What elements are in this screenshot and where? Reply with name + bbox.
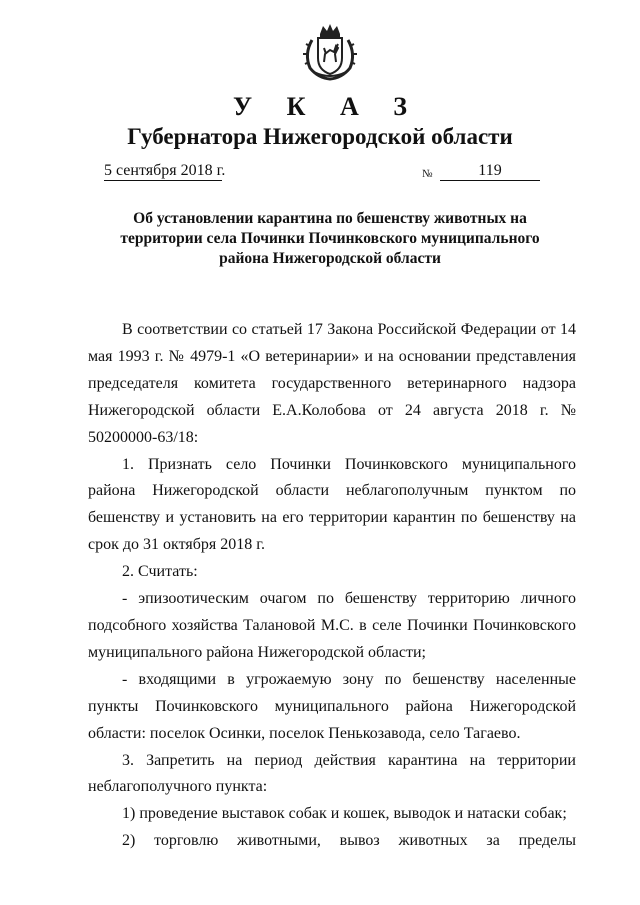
paragraph-preamble: В соответствии со статьей 17 Закона Российской Федерации от 14 мая 1993 г. № 4979-1 «О ветеринарии» и на основании представления председателя комитета государственного ветеринарного надзора Нижегородской области Е.А.Колобова от 24 августа 2018 г. № 50200000-63/18: [88, 321, 576, 446]
decree-date: 5 сентября 2018 г. [104, 162, 226, 179]
paragraph-item-3: 3. Запретить на период действия карантина на территории неблагополучного пункта: [88, 751, 576, 796]
decree-number: 119 [478, 162, 502, 179]
decree-body [88, 317, 576, 855]
decree-subject [100, 209, 560, 269]
paragraph-threat-zone: - входящими в угрожаемую зону по бешенству населенные пункты Починковского муниципального района Нижегородской области: поселок Осинки, поселок Пенькозавода, село Тагаево. [88, 670, 576, 742]
number-sign: № [422, 168, 433, 180]
subject-line: Об установлении карантина по бешенству животных на [133, 210, 527, 227]
subject-line: района Нижегородской области [219, 250, 441, 267]
subject-line: территории села Починки Починковского муниципального [120, 230, 540, 247]
paragraph-focus: - эпизоотическим очагом по бешенству территорию личного подсобного хозяйства Талановой М.С. в селе Починки Починковского муниципального района Нижегородской области; [88, 590, 576, 661]
paragraph-subitem-2: 2) торговлю животными, вывоз животных за пределы [122, 832, 576, 850]
paragraph-item-2: 2. Считать: [122, 563, 198, 581]
paragraph-subitem-1: 1) проведение выставок собак и кошек, выводок и натаски собак; [122, 805, 567, 823]
decree-title: У К А З [233, 92, 421, 121]
date-underline [104, 180, 222, 181]
paragraph-item-1: 1. Признать село Починки Починковского муниципального района Нижегородской области неблагополучным пунктом по бешенству и установить на его территории карантин по бешенству на срок до 31 октября 2018 г. [88, 455, 576, 554]
coat-of-arms-emblem [298, 22, 362, 82]
decree-issuer: Губернатора Нижегородской области [127, 124, 513, 149]
number-underline [440, 180, 540, 181]
